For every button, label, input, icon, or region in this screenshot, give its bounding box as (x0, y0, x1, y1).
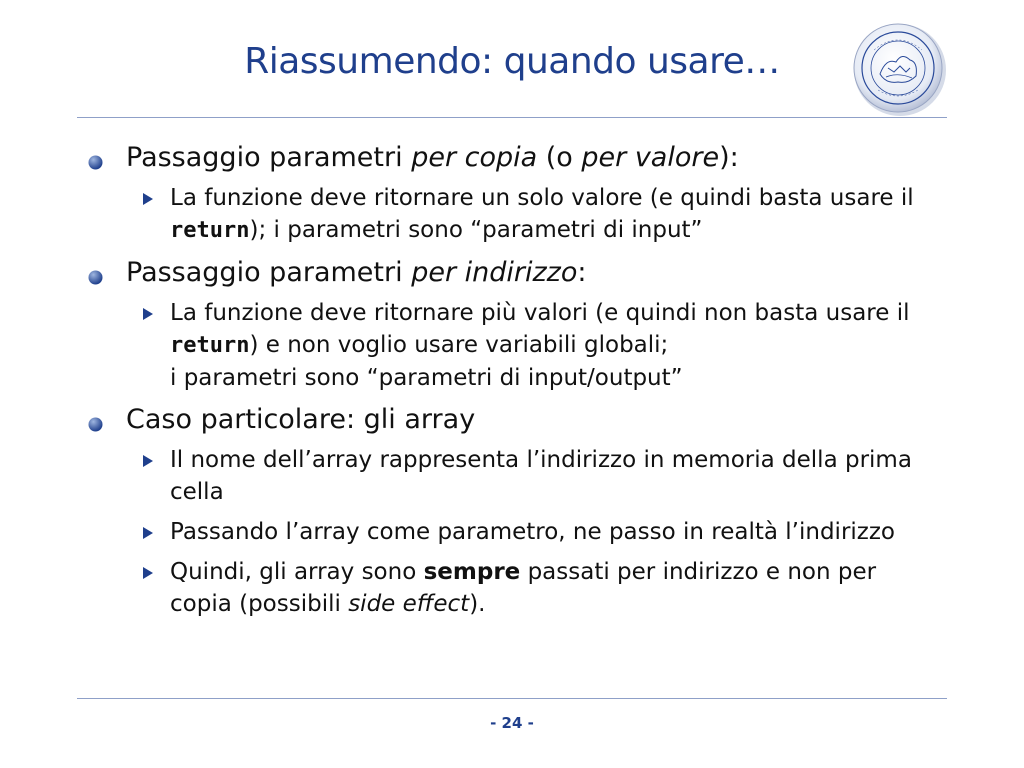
sub-bullet-nome-array (170, 444, 940, 508)
heading-text: Passaggio parametri (126, 257, 412, 288)
heading-text: : (577, 257, 587, 288)
sub-text: La funzione deve ritornare un solo valore (e quindi basta usare il (170, 185, 914, 211)
sub-text: La funzione deve ritornare più valori (e quindi non basta usare il (170, 300, 910, 326)
code-keyword: return (170, 333, 250, 358)
arrow-bullet-icon (142, 566, 154, 580)
slide-title: Riassumendo: quando usare… (244, 41, 780, 82)
politecnico-seal-logo (852, 22, 948, 118)
italic-emphasis: side effect (348, 591, 470, 617)
bullet-sphere-icon (88, 417, 103, 432)
footer-divider (77, 698, 947, 699)
sub-text: ) e non voglio usare variabili globali; (249, 332, 669, 358)
sub-bullet-copia-return (170, 182, 940, 247)
header-divider (77, 117, 947, 118)
sub-text: Quindi, gli array sono (170, 559, 424, 585)
sub-text: ). (469, 591, 486, 617)
bullet-sphere-icon (88, 270, 103, 285)
heading-emphasis: per valore (581, 142, 720, 173)
sub-bullet-sempre-indirizzo (170, 556, 940, 620)
sub-text: i parametri sono “parametri di input/output” (170, 365, 683, 391)
sub-text: passati per indirizzo e non per copia (possibili (170, 559, 877, 617)
heading-emphasis: per copia (411, 142, 538, 173)
page-number: - 24 - (490, 714, 534, 732)
heading-text: Passaggio parametri (126, 142, 412, 173)
sub-bullet-indirizzo-return (170, 297, 940, 394)
bullet-passaggio-per-copia (80, 140, 940, 176)
bullet-passaggio-per-indirizzo (80, 255, 940, 291)
heading-emphasis: per indirizzo (411, 257, 578, 288)
sub-text: ); i parametri sono “parametri di input” (249, 217, 703, 243)
heading-text: (o (537, 142, 582, 173)
arrow-bullet-icon (142, 307, 154, 321)
bullet-sphere-icon (88, 155, 103, 170)
arrow-bullet-icon (142, 192, 154, 206)
bullet-caso-particolare (80, 402, 940, 438)
arrow-bullet-icon (142, 454, 154, 468)
sub-bullet-passando-array (170, 516, 940, 548)
code-keyword: return (170, 218, 250, 243)
slide-content (80, 140, 940, 628)
sub-text: Passando l’array come parametro, ne passo in realtà l’indirizzo (170, 519, 896, 545)
heading-text: ): (719, 142, 739, 173)
heading-text: Caso particolare: gli array (126, 404, 476, 435)
bold-emphasis: sempre (423, 559, 521, 585)
sub-text: Il nome dell’array rappresenta l’indirizzo in memoria della prima cella (170, 447, 912, 505)
arrow-bullet-icon (142, 526, 154, 540)
